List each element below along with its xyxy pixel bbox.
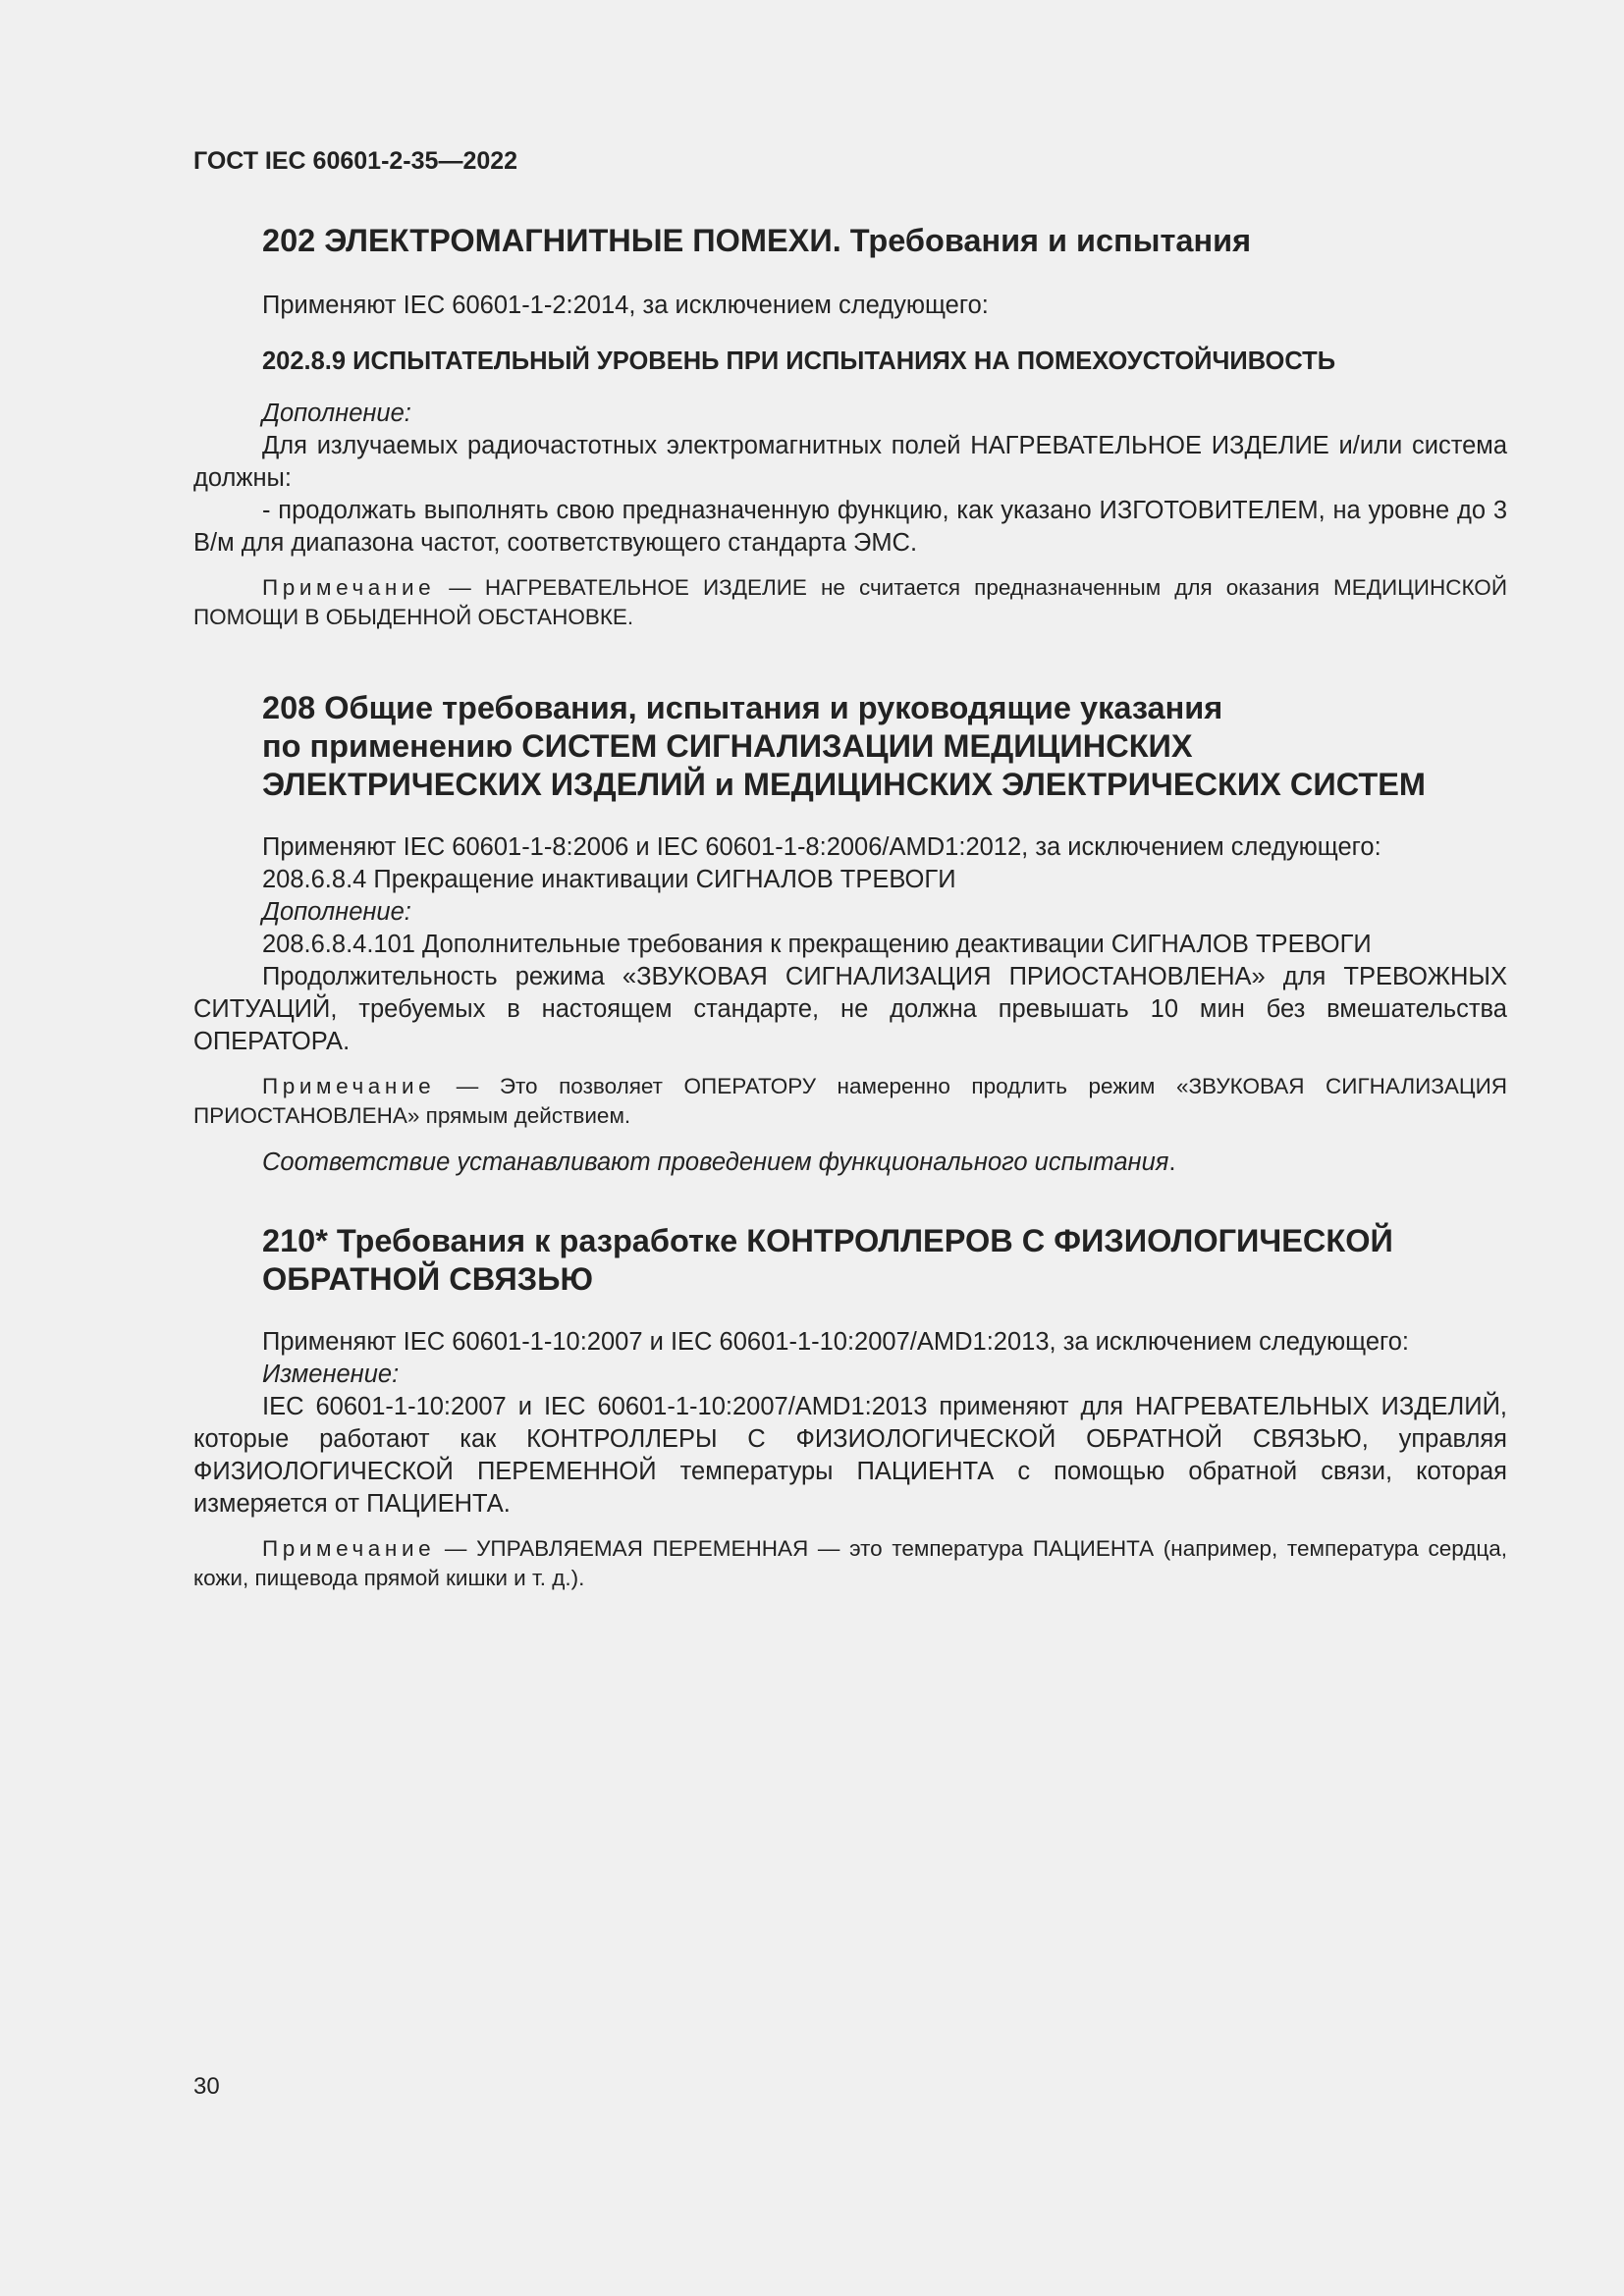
section-208-note <box>193 1072 1507 1131</box>
section-202-heading: 202 ЭЛЕКТРОМАГНИТНЫЕ ПОМЕХИ. Требования и испытания <box>262 223 1252 258</box>
section-208-heading-line-1: 208 Общие требования, испытания и руководящие указания <box>262 690 1223 725</box>
section-210-applies: Применяют IEC 60601-1-10:2007 и IEC 60601-1-10:2007/AMD1:2013, за исключением следующего: <box>262 1328 1410 1356</box>
document-page <box>193 0 1507 2296</box>
section-208-heading-line-2: по применению СИСТЕМ СИГНАЛИЗАЦИИ МЕДИЦИНСКИХ <box>262 728 1193 764</box>
page-number: 30 <box>193 2073 220 2100</box>
section-208-addition-label: Дополнение: <box>262 898 411 926</box>
section-208-heading <box>193 689 1507 804</box>
section-208-compliance <box>193 1147 1507 1179</box>
section-202-applies: Применяют IEC 60601-1-2:2014, за исключением следующего: <box>262 292 989 319</box>
section-208-applies: Применяют IEC 60601-1-8:2006 и IEC 60601-1-8:2006/AMD1:2012, за исключением следующего: <box>262 833 1381 861</box>
section-210-heading-line-2: ОБРАТНОЙ СВЯЗЬЮ <box>262 1261 594 1297</box>
section-210-heading-line-1: 210* Требования к разработке КОНТРОЛЛЕРОВ С ФИЗИОЛОГИЧЕСКОЙ <box>262 1223 1393 1258</box>
note-label: Примечание <box>262 575 436 600</box>
note-text: — Это позволяет ОПЕРАТОРУ намеренно продлить режим «ЗВУКОВАЯ СИГНАЛИЗАЦИЯ ПРИОСТАНОВЛЕНА» прямым действием. <box>193 1074 1507 1128</box>
section-210-paragraph: IEC 60601-1-10:2007 и IEC 60601-1-10:2007/AMD1:2013 применяют для НАГРЕВАТЕЛЬНЫХ ИЗДЕЛИЙ, которые работают как КОНТРОЛЛЕРЫ С ФИЗИОЛОГИЧЕСКОЙ ОБРАТНОЙ СВЯЗЬЮ, управляя ФИЗИОЛОГИЧЕСКОЙ ПЕРЕМЕННОЙ температуры ПАЦИЕНТА с помощью обратной связи, которая измеряется от ПАЦИЕНТА. <box>193 1393 1507 1518</box>
section-208-paragraph: Продолжительность режима «ЗВУКОВАЯ СИГНАЛИЗАЦИЯ ПРИОСТАНОВЛЕНА» для ТРЕВОЖНЫХ СИТУАЦИЙ, требуемых в настоящем стандарте, не должна превышать 10 мин без вмешательства ОПЕРАТОРА. <box>193 963 1507 1055</box>
section-208-heading-line-3: ЭЛЕКТРИЧЕСКИХ ИЗДЕЛИЙ и МЕДИЦИНСКИХ ЭЛЕКТРИЧЕСКИХ СИСТЕМ <box>262 767 1426 802</box>
section-202-note <box>193 573 1507 632</box>
section-202-paragraph-1: Для излучаемых радиочастотных электромагнитных полей НАГРЕВАТЕЛЬНОЕ ИЗДЕЛИЕ и/или система должны: <box>193 432 1507 492</box>
compliance-period: . <box>1168 1148 1176 1176</box>
clause-202-8-9-heading: 202.8.9 ИСПЫТАТЕЛЬНЫЙ УРОВЕНЬ ПРИ ИСПЫТАНИЯХ НА ПОМЕХОУСТОЙЧИВОСТЬ <box>262 347 1336 375</box>
compliance-text: Соответствие устанавливают проведением функционального испытания <box>262 1148 1169 1176</box>
running-head: ГОСТ IEC 60601-2-35—2022 <box>193 147 518 175</box>
section-202-addition-label: Дополнение: <box>262 400 411 427</box>
note-label: Примечание <box>262 1074 436 1098</box>
section-210-note <box>193 1534 1507 1593</box>
clause-208-6-8-4: 208.6.8.4 Прекращение инактивации СИГНАЛОВ ТРЕВОГИ <box>262 866 956 893</box>
section-210-change-label: Изменение: <box>262 1361 400 1388</box>
clause-208-6-8-4-101: 208.6.8.4.101 Дополнительные требования к прекращению деактивации СИГНАЛОВ ТРЕВОГИ <box>262 931 1372 958</box>
note-text: — НАГРЕВАТЕЛЬНОЕ ИЗДЕЛИЕ не считается предназначенным для оказания МЕДИЦИНСКОЙ ПОМОЩИ В ОБЫДЕННОЙ ОБСТАНОВКЕ. <box>193 575 1507 629</box>
section-210-heading <box>193 1222 1507 1299</box>
note-text: — УПРАВЛЯЕМАЯ ПЕРЕМЕННАЯ — это температура ПАЦИЕНТА (например, температура сердца, кожи, пищевода прямой кишки и т. д.). <box>193 1536 1507 1590</box>
section-202-paragraph-2: - продолжать выполнять свою предназначенную функцию, как указано ИЗГОТОВИТЕЛЕМ, на уровне до 3 В/м для диапазона частот, соответствующего стандарта ЭМС. <box>193 497 1507 557</box>
page-content <box>193 222 1507 1593</box>
note-label: Примечание <box>262 1536 436 1561</box>
